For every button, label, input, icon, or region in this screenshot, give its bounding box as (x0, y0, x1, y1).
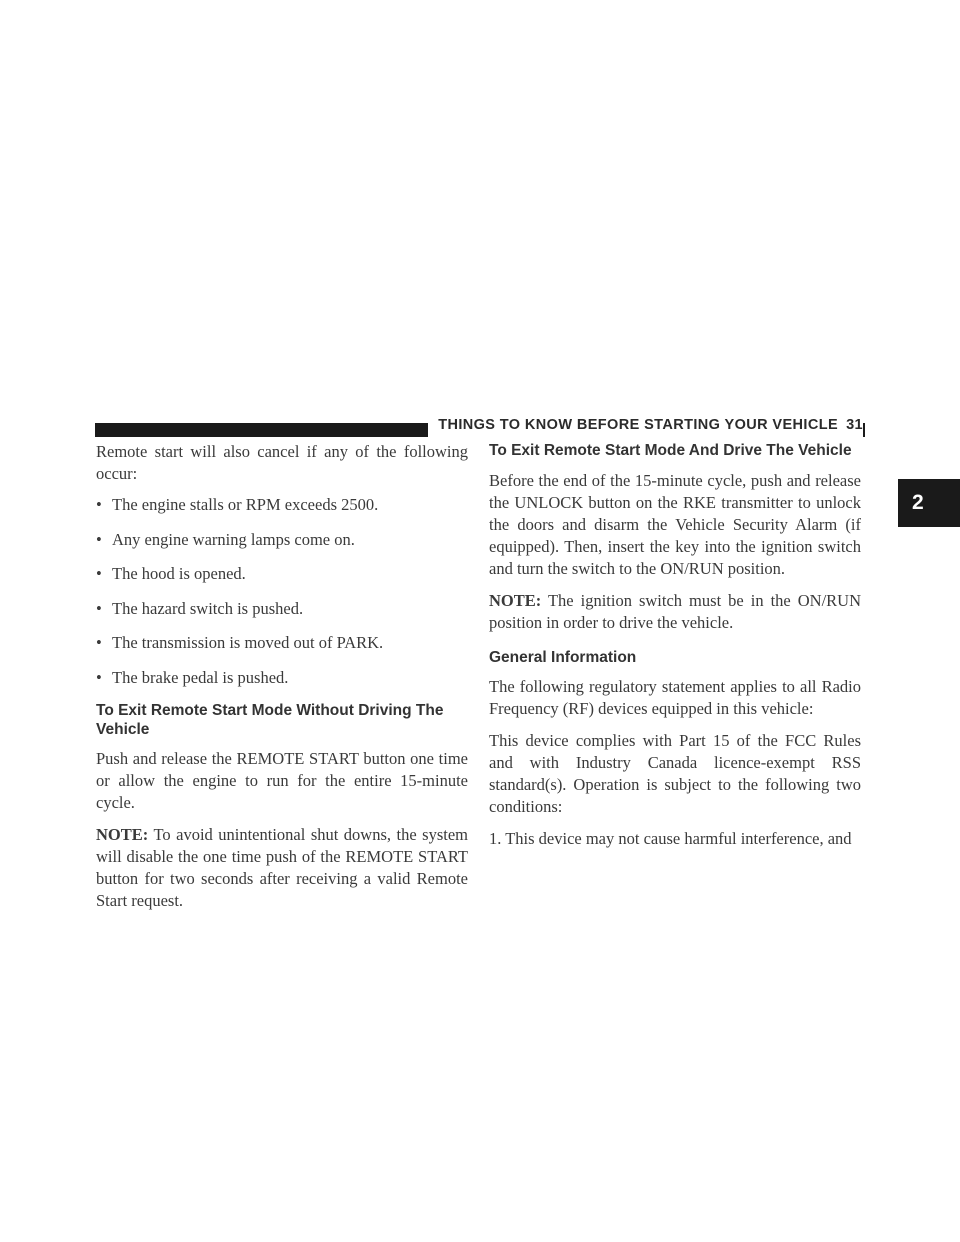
fcc-compliance-paragraph: This device complies with Part 15 of the FCC Rules and with Industry Canada licence-exempt RSS standard(s). Operation is subject to the following two conditions: (489, 731, 861, 816)
list-item: • The hood is opened. (96, 564, 246, 583)
exit-without-driving-paragraph: Push and release the REMOTE START button one time or allow the engine to run for the entire 15-minute cycle. (96, 749, 468, 812)
exit-and-drive-paragraph: Before the end of the 15-minute cycle, push and release the UNLOCK button on the RKE transmitter to unlock the doors and disarm the Vehicle Security Alarm (if equipped). Then, insert the key into the ignition switch and turn the switch to the ON/RUN position. (489, 471, 861, 578)
section-heading-general-information: General Information (489, 649, 637, 666)
left-column (96, 441, 468, 922)
bullet-icon: • (96, 529, 102, 549)
note-paragraph (489, 590, 861, 634)
note-paragraph (96, 824, 468, 912)
regulatory-statement-paragraph: The following regulatory statement applies to all Radio Frequency (RF) devices equipped in this vehicle: (489, 677, 861, 718)
bullet-icon: • (96, 495, 102, 514)
list-item: • The brake pedal is pushed. (96, 667, 289, 687)
list-item: • The transmission is moved out of PARK. (96, 633, 384, 652)
cancel-conditions-list (96, 494, 468, 689)
bullet-icon: • (96, 667, 102, 687)
list-item: • Any engine warning lamps come on. (96, 529, 355, 549)
section-heading-exit-without-driving: To Exit Remote Start Mode Without Driving The Vehicle (96, 702, 444, 738)
list-item: • The hazard switch is pushed. (96, 598, 304, 618)
chapter-tab: 2 (898, 479, 960, 527)
right-column (489, 441, 861, 860)
bullet-icon: • (96, 564, 102, 583)
note-label: NOTE: (96, 825, 149, 844)
section-heading-exit-and-drive: To Exit Remote Start Mode And Drive The Vehicle (489, 442, 852, 459)
list-item: • The engine stalls or RPM exceeds 2500. (96, 495, 379, 514)
page-number: 31 (846, 417, 863, 433)
bullet-icon: • (96, 598, 102, 618)
intro-paragraph: Remote start will also cancel if any of the following occur: (96, 442, 468, 483)
section-title: THINGS TO KNOW BEFORE STARTING YOUR VEHICLE (438, 417, 839, 433)
note-text: The ignition switch must be in the ON/RUN position in order to drive the vehicle. (489, 591, 861, 632)
bullet-icon: • (96, 633, 102, 652)
note-text: To avoid unintentional shut downs, the system will disable the one time push of the REMOTE START button for two seconds after receiving a valid Remote Start request. (96, 825, 468, 910)
condition-one-paragraph: 1. This device may not cause harmful interference, and (489, 829, 852, 848)
note-label: NOTE: (489, 591, 542, 610)
running-header (428, 413, 863, 437)
